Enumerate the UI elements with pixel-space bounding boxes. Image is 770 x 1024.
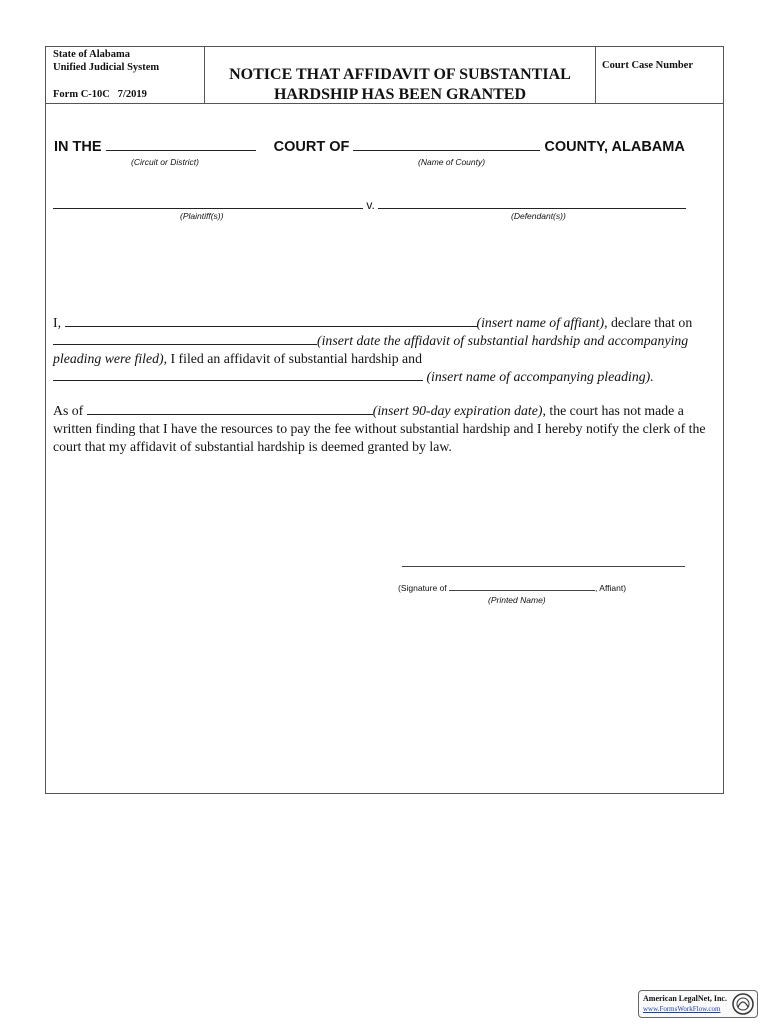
form-number: Form C-10C 7/2019 [53,89,147,100]
title-line-1: NOTICE THAT AFFIDAVIT OF SUBSTANTIAL [229,66,571,83]
court-of-label: COURT OF [273,139,350,155]
finding-paragraph [53,402,719,456]
versus-label: v. [366,198,375,212]
county-name-field[interactable] [353,138,540,151]
county-caption: (Name of County) [418,157,486,167]
p1-filed: , I filed an affidavit of substantial hardship and [163,351,422,366]
expiration-date-field[interactable] [87,402,373,415]
case-number-label: Court Case Number [602,60,693,71]
p1-declare: , declare that on [604,315,693,330]
p2-rest: , the court has not made a written finding that I have the resources to pay the fee without substantial hardship and I hereby notify the clerk of the court that my affidavit of substantial hardship is deemed granted by law. [53,403,706,454]
defendant-field[interactable] [378,196,686,209]
header-agency-box [45,46,205,104]
publisher-seal-icon [732,993,754,1015]
publisher-website[interactable]: www.FormsWorkFlow.com [643,1005,721,1013]
affiant-printed-name-field[interactable] [449,582,595,591]
pleading-name-hint: (insert name of accompanying pleading). [426,369,654,384]
publisher-badge [638,990,758,1018]
publisher-name: American LegalNet, Inc. [643,994,727,1003]
affiant-name-field[interactable] [65,314,477,327]
p2-start: As of [53,403,84,418]
court-type-field[interactable] [106,138,256,151]
filing-date-field[interactable] [53,332,317,345]
circuit-caption: (Circuit or District) [131,157,199,167]
form-title [205,65,595,105]
court-line [54,138,685,155]
plaintiff-caption: (Plaintiff(s)) [180,211,224,221]
filing-date-hint: (insert date the affidavit of substantial hardship and accompanying pleading were filed) [53,333,689,366]
expiration-date-hint: (insert 90-day expiration date) [372,403,543,418]
plaintiff-field[interactable] [53,196,363,209]
signature-prefix: (Signature of [398,583,447,593]
case-number-box[interactable] [595,46,724,104]
title-line-2: HARDSHIP HAS BEEN GRANTED [273,86,527,103]
printed-name-caption: (Printed Name) [488,595,546,605]
parties-line [53,196,686,212]
signature-suffix: , Affiant) [595,583,627,593]
pleading-name-field[interactable] [53,368,423,381]
declaration-paragraph [53,314,719,386]
system-label: Unified Judicial System [53,62,160,73]
signature-caption [398,582,626,593]
state-label: State of Alabama [53,49,130,60]
signature-line[interactable] [402,566,685,567]
defendant-caption: (Defendant(s)) [511,211,566,221]
p1-start: I, [53,315,62,330]
in-the-label: IN THE [54,139,102,155]
affiant-name-hint: (insert name of affiant) [476,315,605,330]
county-alabama-label: COUNTY, ALABAMA [544,139,685,155]
form-title-box [205,46,595,104]
